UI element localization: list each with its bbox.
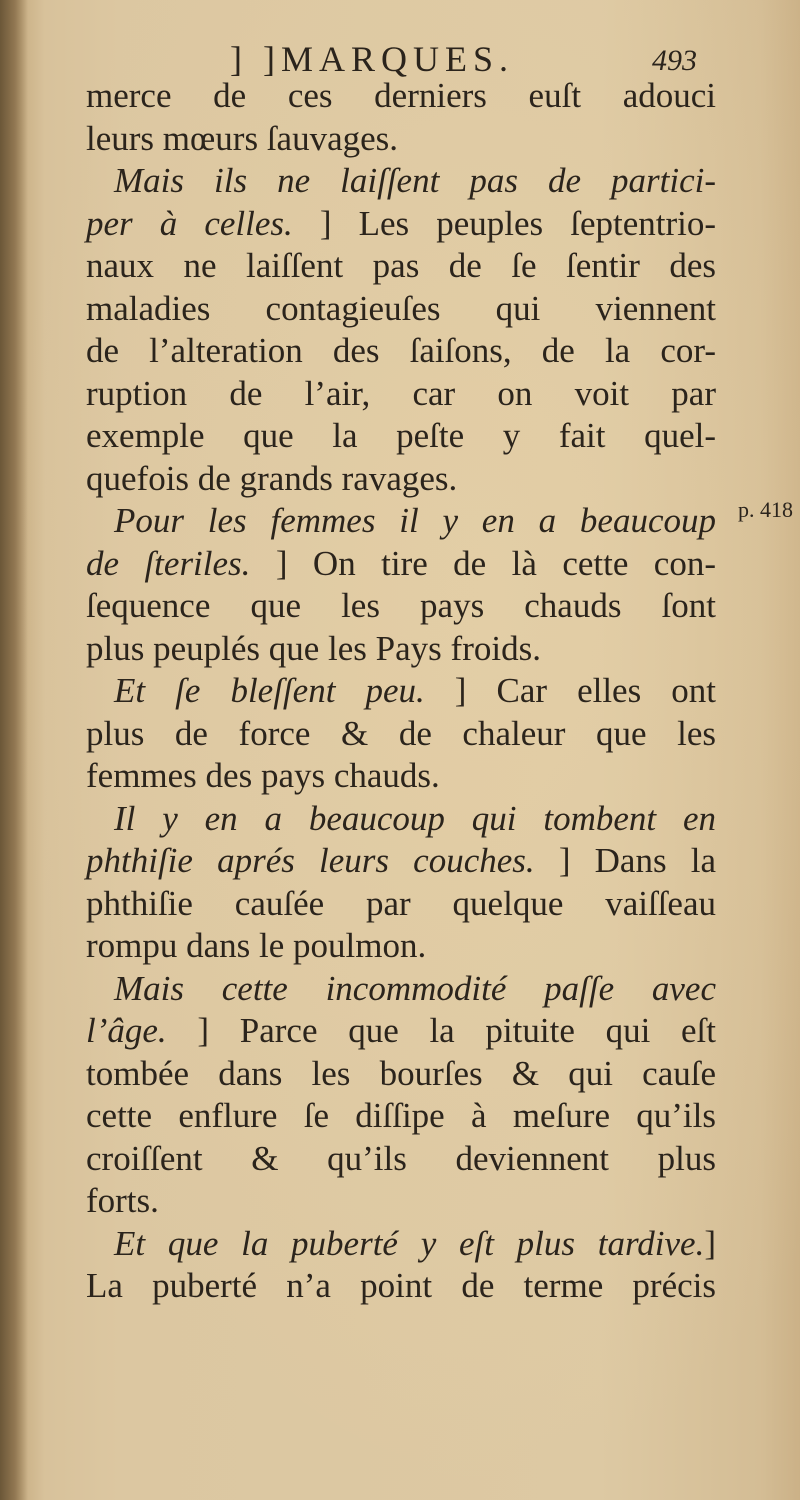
text-run: plus de force & de chaleur que les bbox=[86, 713, 716, 753]
italic-lemma: Et ſe bleſſent peu. bbox=[114, 671, 425, 710]
text-run: femmes des pays chauds. bbox=[86, 756, 440, 795]
text-run: ruption de l’air, car on voit par bbox=[86, 373, 716, 413]
italic-lemma: phthiſie aprés leurs couches. bbox=[86, 841, 535, 880]
text-run: ] Les peuples ſeptentrio- bbox=[292, 203, 717, 243]
text-run: plus peuplés que les Pays froids. bbox=[86, 628, 541, 668]
text-line bbox=[86, 925, 716, 968]
text-line bbox=[86, 245, 716, 288]
text-line bbox=[86, 288, 716, 331]
text-line bbox=[86, 1010, 716, 1053]
text-line bbox=[86, 75, 716, 118]
text-run: ] Dans la bbox=[534, 841, 716, 880]
text-run: de l’alteration des ſaiſons, de la cor- bbox=[86, 331, 716, 370]
text-run: quefois de grands ravages. bbox=[86, 458, 458, 498]
text-line bbox=[86, 1180, 716, 1223]
text-line bbox=[86, 1138, 716, 1181]
text-line bbox=[86, 543, 716, 586]
text-line bbox=[86, 883, 716, 926]
text-line bbox=[86, 330, 716, 373]
text-run: maladies contagieuſes qui viennent bbox=[86, 288, 716, 328]
text-run: naux ne laiſſent pas de ſe ſentir des bbox=[86, 246, 716, 285]
text-line bbox=[86, 1265, 716, 1308]
running-head: ] ]MARQUES. bbox=[230, 39, 515, 79]
text-run: rompu dans le poulmon. bbox=[86, 926, 427, 965]
text-line bbox=[86, 798, 716, 841]
text-line bbox=[86, 840, 716, 883]
italic-lemma: per à celles. bbox=[86, 203, 293, 243]
italic-lemma: Pour les femmes il y en a beaucoup bbox=[114, 501, 716, 540]
text-run: merce de ces derniers euſt adouci bbox=[86, 76, 716, 115]
italic-lemma: Et que la puberté y eſt plus tardive. bbox=[114, 1223, 705, 1263]
text-run: ſequence que les pays chauds ſont bbox=[86, 586, 716, 625]
text-line bbox=[86, 118, 716, 161]
text-run: ] bbox=[704, 1223, 716, 1263]
text-line bbox=[86, 968, 716, 1011]
text-line bbox=[86, 1223, 716, 1266]
text-line bbox=[86, 755, 716, 798]
text-run: tombée dans les bourſes & qui cauſe bbox=[86, 1053, 716, 1093]
page-gutter-shadow bbox=[0, 0, 28, 1500]
margin-note: p. 418 bbox=[738, 497, 793, 522]
text-line bbox=[86, 500, 716, 543]
text-run: ] Parce que la pituite qui eſt bbox=[166, 1011, 716, 1050]
text-line bbox=[86, 160, 716, 203]
text-line bbox=[86, 1053, 716, 1096]
text-line bbox=[86, 1095, 716, 1138]
text-run: exemple que la peſte y fait quel- bbox=[86, 416, 716, 455]
text-line bbox=[86, 670, 716, 713]
text-run: cette enflure ſe diſſipe à meſure qu’ils bbox=[86, 1096, 716, 1135]
italic-lemma: l’âge. bbox=[86, 1011, 167, 1050]
text-run: La puberté n’a point de terme précis bbox=[86, 1266, 716, 1305]
page-number: 493 bbox=[652, 44, 697, 77]
text-run: ] On tire de là cette con- bbox=[250, 543, 716, 583]
text-line bbox=[86, 415, 716, 458]
italic-lemma: Il y en a beaucoup qui tombent en bbox=[114, 798, 716, 838]
italic-lemma: Mais cette incommodité paſſe avec bbox=[114, 968, 716, 1008]
text-run: phthiſie cauſée par quelque vaiſſeau bbox=[86, 883, 716, 923]
italic-lemma: Mais ils ne laiſſent pas de partici- bbox=[114, 161, 716, 200]
text-run: ] Car elles ont bbox=[424, 671, 716, 710]
body-text bbox=[86, 75, 716, 1308]
text-line bbox=[86, 203, 716, 246]
text-line bbox=[86, 373, 716, 416]
text-line bbox=[86, 458, 716, 501]
text-line bbox=[86, 585, 716, 628]
text-line bbox=[86, 628, 716, 671]
text-run: leurs mœurs ſauvages. bbox=[86, 118, 399, 158]
text-run: croiſſent & qu’ils deviennent plus bbox=[86, 1138, 716, 1178]
text-line bbox=[86, 713, 716, 756]
italic-lemma: de ſteriles. bbox=[86, 543, 251, 583]
text-run: forts. bbox=[86, 1181, 159, 1220]
